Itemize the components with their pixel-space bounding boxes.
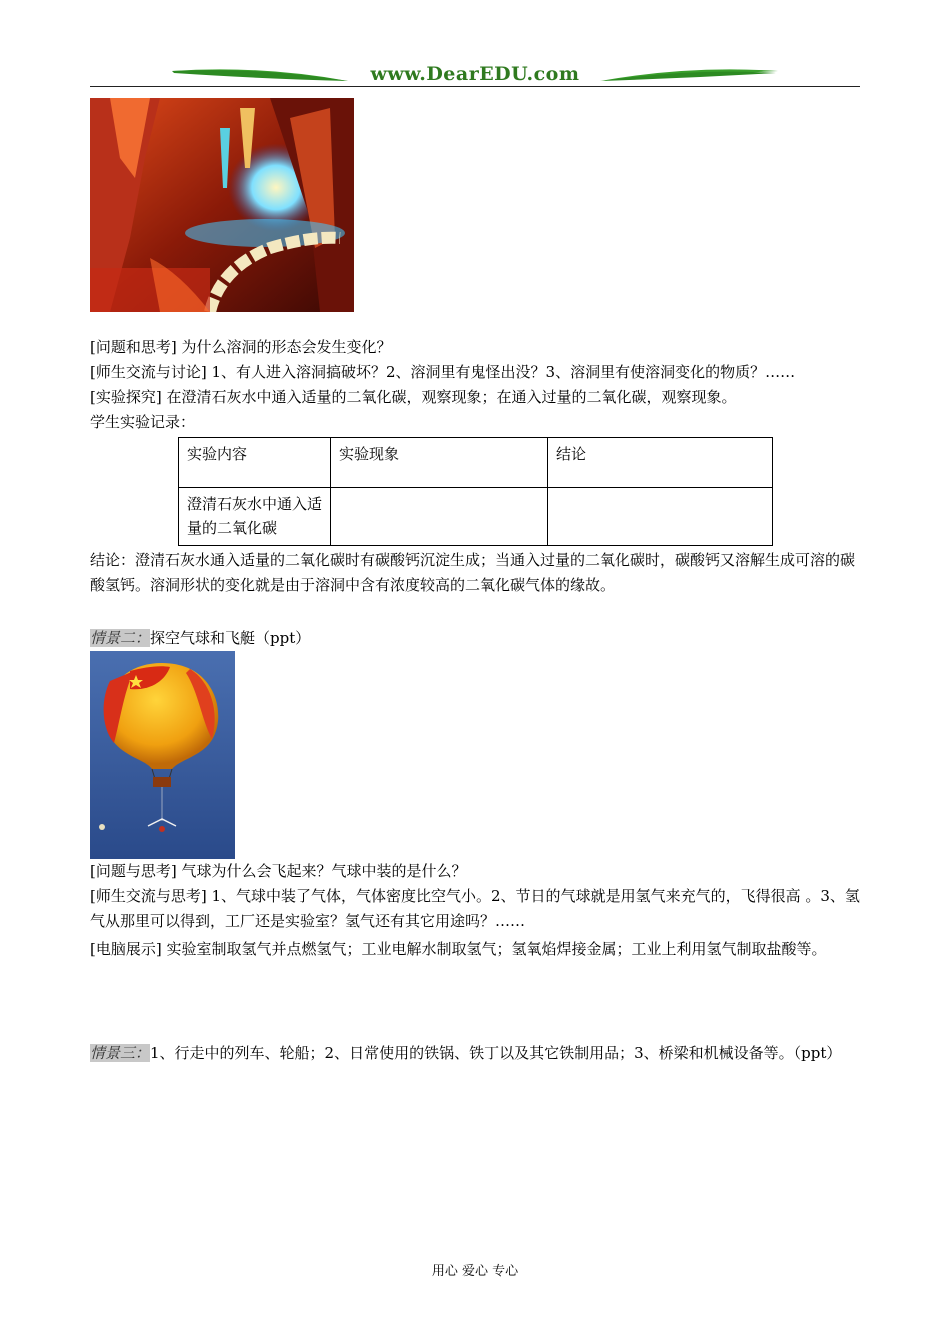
scene2-label: 情景二： <box>90 629 151 647</box>
section1-question: [问题和思考] 为什么溶洞的形态会发生变化？ <box>90 338 392 356</box>
section1-conclusion: 结论：澄清石灰水通入适量的二氧化碳时有碳酸钙沉淀生成；当通入过量的二氧化碳时，碳酸钙又溶解生成可溶的碳酸氢钙。溶洞形状的变化就是由于溶洞中含有浓度较高的二氧化碳气体的缘故。 <box>90 551 856 594</box>
section2-display: [电脑展示] 实验室制取氢气并点燃氢气；工业电解水制取氢气；氢氧焰焊接金属；工业上利用氢气制取盐酸等。 <box>90 940 827 958</box>
hot-air-balloon-photo <box>90 651 235 859</box>
table-header-cell: 结论 <box>548 438 773 488</box>
scene2-text: 探空气球和飞艇（ppt） <box>150 629 311 647</box>
section2-question: [问题与思考] 气球为什么会飞起来？气球中装的是什么？ <box>90 862 467 880</box>
record-label: 学生实验记录： <box>90 413 196 431</box>
scene3-text: 1、行走中的列车、轮船；2、日常使用的铁锅、铁丁以及其它铁制用品；3、桥梁和机械设备等。（ppt） <box>150 1044 842 1062</box>
table-header-cell: 实验现象 <box>331 438 548 488</box>
site-logo <box>170 63 780 87</box>
experiment-record-table <box>178 437 773 546</box>
scene2-title <box>90 626 865 651</box>
page-header <box>90 60 860 90</box>
table-cell <box>548 488 773 546</box>
logo-text: www.DearEDU.com <box>370 63 580 85</box>
table-cell: 澄清石灰水中通入适量的二氧化碳 <box>179 488 331 546</box>
section2-discussion: [师生交流与思考] 1、气球中装了气体，气体密度比空气小。2、节日的气球就是用氢气来充气的，飞得很高 。3、氢气从那里可以得到，工厂还是实验室？氢气还有其它用途吗？…… <box>90 887 860 930</box>
karst-cave-photo <box>90 98 354 312</box>
table-header-cell: 实验内容 <box>179 438 331 488</box>
scene3-line <box>90 1041 865 1066</box>
page-footer: 用心 爱心 专心 <box>431 1264 519 1279</box>
table-cell <box>331 488 548 546</box>
section1-discussion: [师生交流与讨论] 1、有人进入溶洞搞破坏？2、溶洞里有鬼怪出没？3、溶洞里有使溶洞变化的物质？…… <box>90 363 796 381</box>
scene3-label: 情景三： <box>90 1044 151 1062</box>
header-divider <box>90 86 860 87</box>
section1-experiment: [实验探究] 在澄清石灰水中通入适量的二氧化碳，观察现象；在通入过量的二氧化碳，观察现象。 <box>90 388 737 406</box>
